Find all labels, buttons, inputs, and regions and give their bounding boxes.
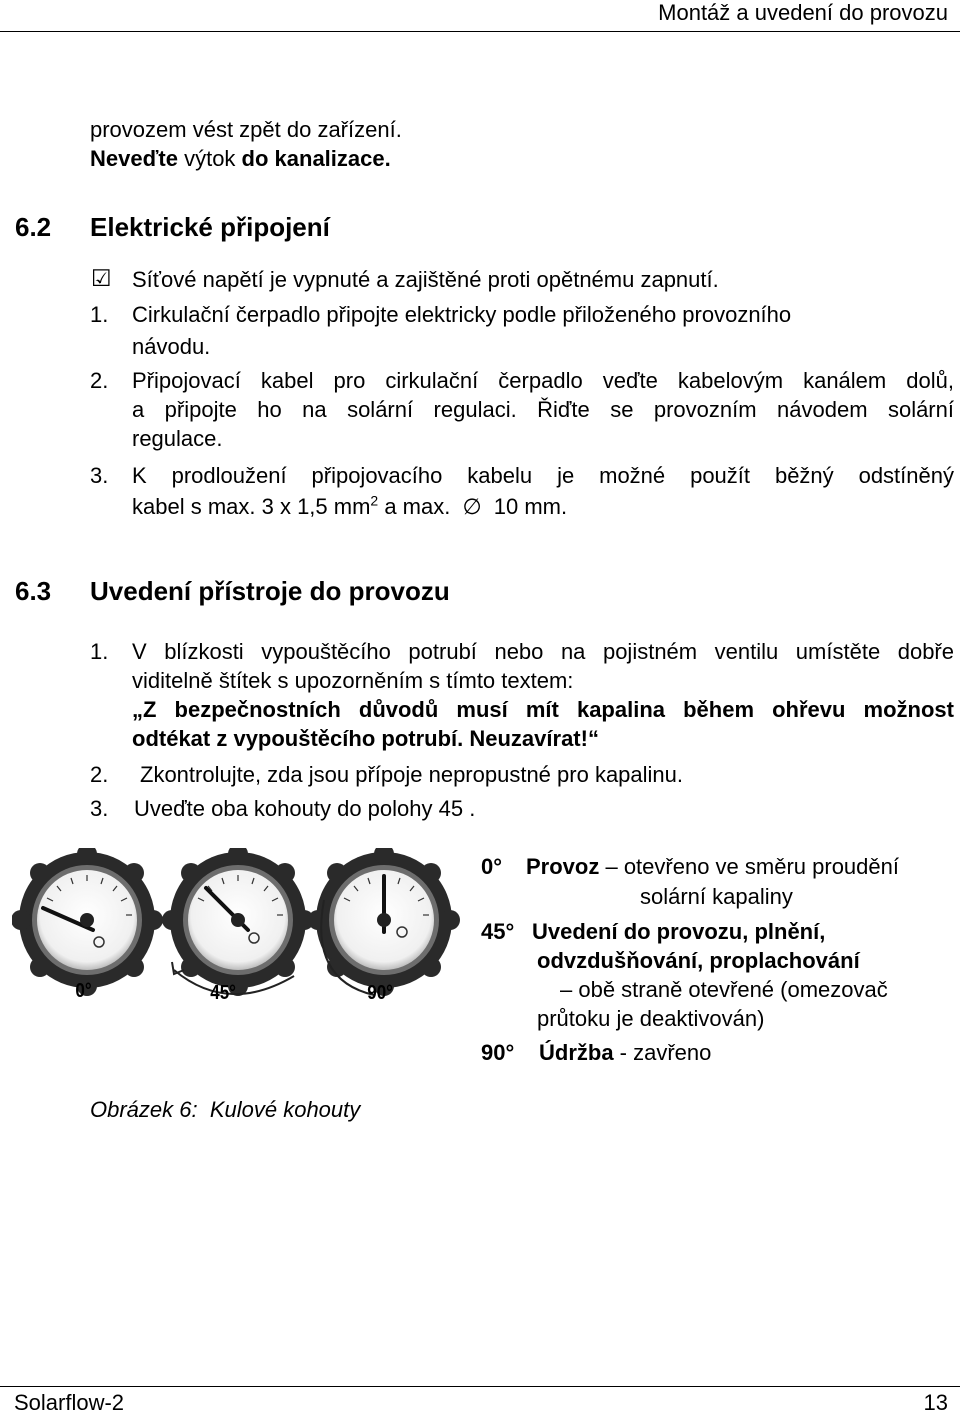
s63-item-2-text: Zkontrolujte, zda jsou přípoje nepropustné pro kapalinu. bbox=[140, 762, 684, 787]
item-3-line-1: K prodloužení připojovacího kabelu je možné použít běžný odstíněný bbox=[132, 463, 954, 488]
pos-0-line-2: solární kapaliny bbox=[640, 884, 793, 909]
pos-0-label: Provoz bbox=[526, 854, 600, 879]
pos-90-degree: 90° bbox=[481, 1040, 515, 1065]
header-rule bbox=[0, 31, 960, 32]
item-3-cable-spec: kabel s max. 3 x 1,5 mm bbox=[132, 494, 371, 519]
pos-45-label-1: Uvedení do provozu, plnění, bbox=[532, 919, 826, 944]
pos-0-desc: – otevřeno ve směru proudění bbox=[599, 854, 899, 879]
item-1-line-2: návodu. bbox=[132, 334, 211, 359]
pos-0-degree: 0° bbox=[481, 854, 503, 879]
item-3-diameter-value: 10 mm. bbox=[487, 494, 568, 519]
item-3-and-max: a max. bbox=[378, 494, 457, 519]
diameter-icon: ∅ bbox=[462, 495, 482, 520]
intro-bold-a: Neveďte bbox=[90, 146, 178, 171]
intro-bold-b: do kanalizace. bbox=[241, 146, 391, 171]
item-2-num: 2. bbox=[90, 368, 109, 393]
pos-90-label: Údržba bbox=[539, 1040, 614, 1065]
valve-label-0: 0° bbox=[75, 980, 92, 1002]
item-2-line-1: Připojovací kabel pro cirkulační čerpadlo veďte kabelovým kanálem dolů, bbox=[132, 368, 954, 393]
warning-text-line-1: „Z bezpečnostních důvodů musí mít kapalina během ohřevu možnost bbox=[132, 697, 954, 722]
valve-45-degree bbox=[162, 848, 314, 996]
s63-item-1-num: 1. bbox=[90, 639, 109, 664]
item-3-num: 3. bbox=[90, 463, 109, 488]
squared-superscript: 2 bbox=[370, 492, 379, 509]
s63-item-3-text: Uveďte oba kohouty do polohy 45 . bbox=[134, 796, 476, 821]
item-3-line-2 bbox=[132, 492, 567, 522]
item-1-num: 1. bbox=[90, 302, 109, 327]
page-header-title: Montáž a uvedení do provozu bbox=[658, 0, 948, 25]
pos-45-desc-1: – obě straně otevřené (omezovač bbox=[560, 977, 888, 1002]
item-1-line-1: Cirkulační čerpadlo připojte elektricky podle přiloženého provozního bbox=[132, 302, 792, 327]
s63-item-1-line-2: viditelně štítek s upozorněním s tímto textem: bbox=[132, 668, 574, 693]
intro-line-1: provozem vést zpět do zařízení. bbox=[90, 117, 402, 142]
pos-90-desc: - zavřeno bbox=[613, 1040, 712, 1065]
figure-caption: Obrázek 6: Kulové kohouty bbox=[90, 1097, 361, 1122]
valve-label-45: 45° bbox=[210, 982, 236, 1004]
footer-product: Solarflow-2 bbox=[14, 1390, 125, 1415]
pos-0-line-1 bbox=[526, 852, 899, 881]
pos-45-desc-2: průtoku je deaktivován) bbox=[537, 1006, 765, 1031]
section-6-2-number: 6.2 bbox=[15, 212, 52, 242]
warning-text-line-2: odtékat z vypouštěcího potrubí. Neuzavírat!“ bbox=[132, 726, 599, 751]
checkbox-icon: ☑ bbox=[91, 266, 112, 292]
intro-line-2 bbox=[90, 144, 391, 173]
valve-90-degree bbox=[308, 848, 460, 996]
item-2-line-2: a připojte ho na solární regulaci. Řiďte se provozním návodem solární bbox=[132, 397, 954, 422]
s63-item-2-num: 2. bbox=[90, 762, 109, 787]
pos-45-degree: 45° bbox=[481, 919, 515, 944]
s63-item-3-num: 3. bbox=[90, 796, 109, 821]
item-2-line-3: regulace. bbox=[132, 426, 223, 451]
s63-item-1-line-1: V blízkosti vypouštěcího potrubí nebo na pojistném ventilu umístěte dobře bbox=[132, 639, 954, 664]
pos-90-line bbox=[539, 1038, 711, 1067]
valve-label-90: 90° bbox=[367, 982, 393, 1004]
section-6-2-title: Elektrické připojení bbox=[90, 212, 330, 242]
ball-valves-figure bbox=[12, 848, 460, 1013]
intro-normal: výtok bbox=[177, 146, 242, 171]
pos-45-label-2: odvzdušňování, proplachování bbox=[537, 948, 860, 973]
footer-rule bbox=[0, 1386, 960, 1387]
footer-page-number: 13 bbox=[923, 1390, 948, 1415]
section-6-3-title: Uvedení přístroje do provozu bbox=[90, 576, 450, 606]
check-text: Síťové napětí je vypnuté a zajištěné proti opětnému zapnutí. bbox=[132, 267, 719, 292]
section-6-3-number: 6.3 bbox=[15, 576, 52, 606]
valve-0-degree bbox=[12, 848, 163, 996]
